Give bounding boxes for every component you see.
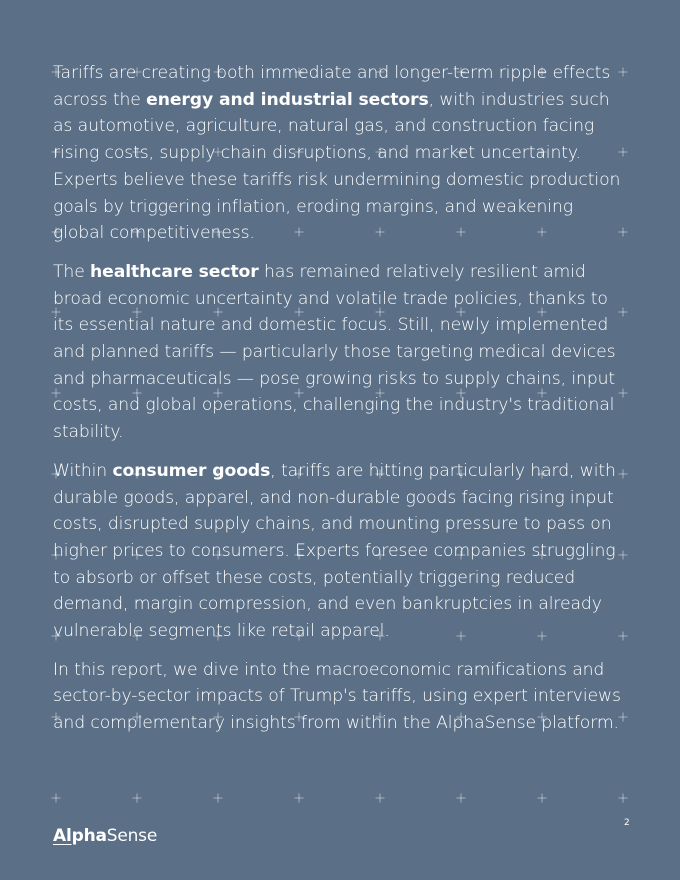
highlight-energy-industrial: energy and industrial sectors xyxy=(146,89,429,110)
plus-mark xyxy=(133,794,142,803)
plus-mark xyxy=(538,794,547,803)
alphasense-logo: AlphaSense xyxy=(53,826,158,846)
plus-mark xyxy=(376,794,385,803)
plus-mark xyxy=(457,794,466,803)
body-text xyxy=(53,60,628,749)
plus-mark xyxy=(295,794,304,803)
paragraph-report-intro: In this report, we dive into the macroeconomic ramifications and sector-by-sector impacts of Trump's tariffs, using expert interviews and complementary insights from within the AlphaSense platform. xyxy=(53,659,621,734)
paragraph-healthcare: The healthcare sector has remained relatively resilient amid broad economic uncertainty and volatile trade policies, thanks to its essential nature and domestic focus. Still, newly implemented and planned tariffs — particularly those targeting medical devices and pharmaceuticals — pose growing risks to supply chains, input costs, and global operations, challenging the industry's traditional stability. xyxy=(53,261,616,443)
paragraph-consumer-goods: Within consumer goods, tariffs are hitting particularly hard, with durable goods, apparel, and non-durable goods facing rising input costs, disrupted supply chains, and mounting pressure to pass on higher prices to consumers. Experts foresee companies struggling to absorb or offset these costs, potentially triggering reduced demand, margin compression, and even bankruptcies in already vulnerable segments like retail apparel. xyxy=(53,460,616,642)
highlight-consumer-goods: consumer goods xyxy=(112,460,271,481)
paragraph-energy-industrial: Tariffs are creating both immediate and longer-term ripple effects across the energy and industrial sectors, with industries such as automotive, agriculture, natural gas, and construction facing rising costs, supply chain disruptions, and market uncertainty. Experts believe these tariffs risk undermining domestic production goals by triggering inflation, eroding margins, and weakening global competitiveness. xyxy=(53,63,621,244)
plus-mark xyxy=(619,794,628,803)
page-number: 2 xyxy=(624,818,630,828)
highlight-healthcare: healthcare sector xyxy=(90,261,259,282)
plus-mark xyxy=(52,794,61,803)
plus-mark xyxy=(214,794,223,803)
